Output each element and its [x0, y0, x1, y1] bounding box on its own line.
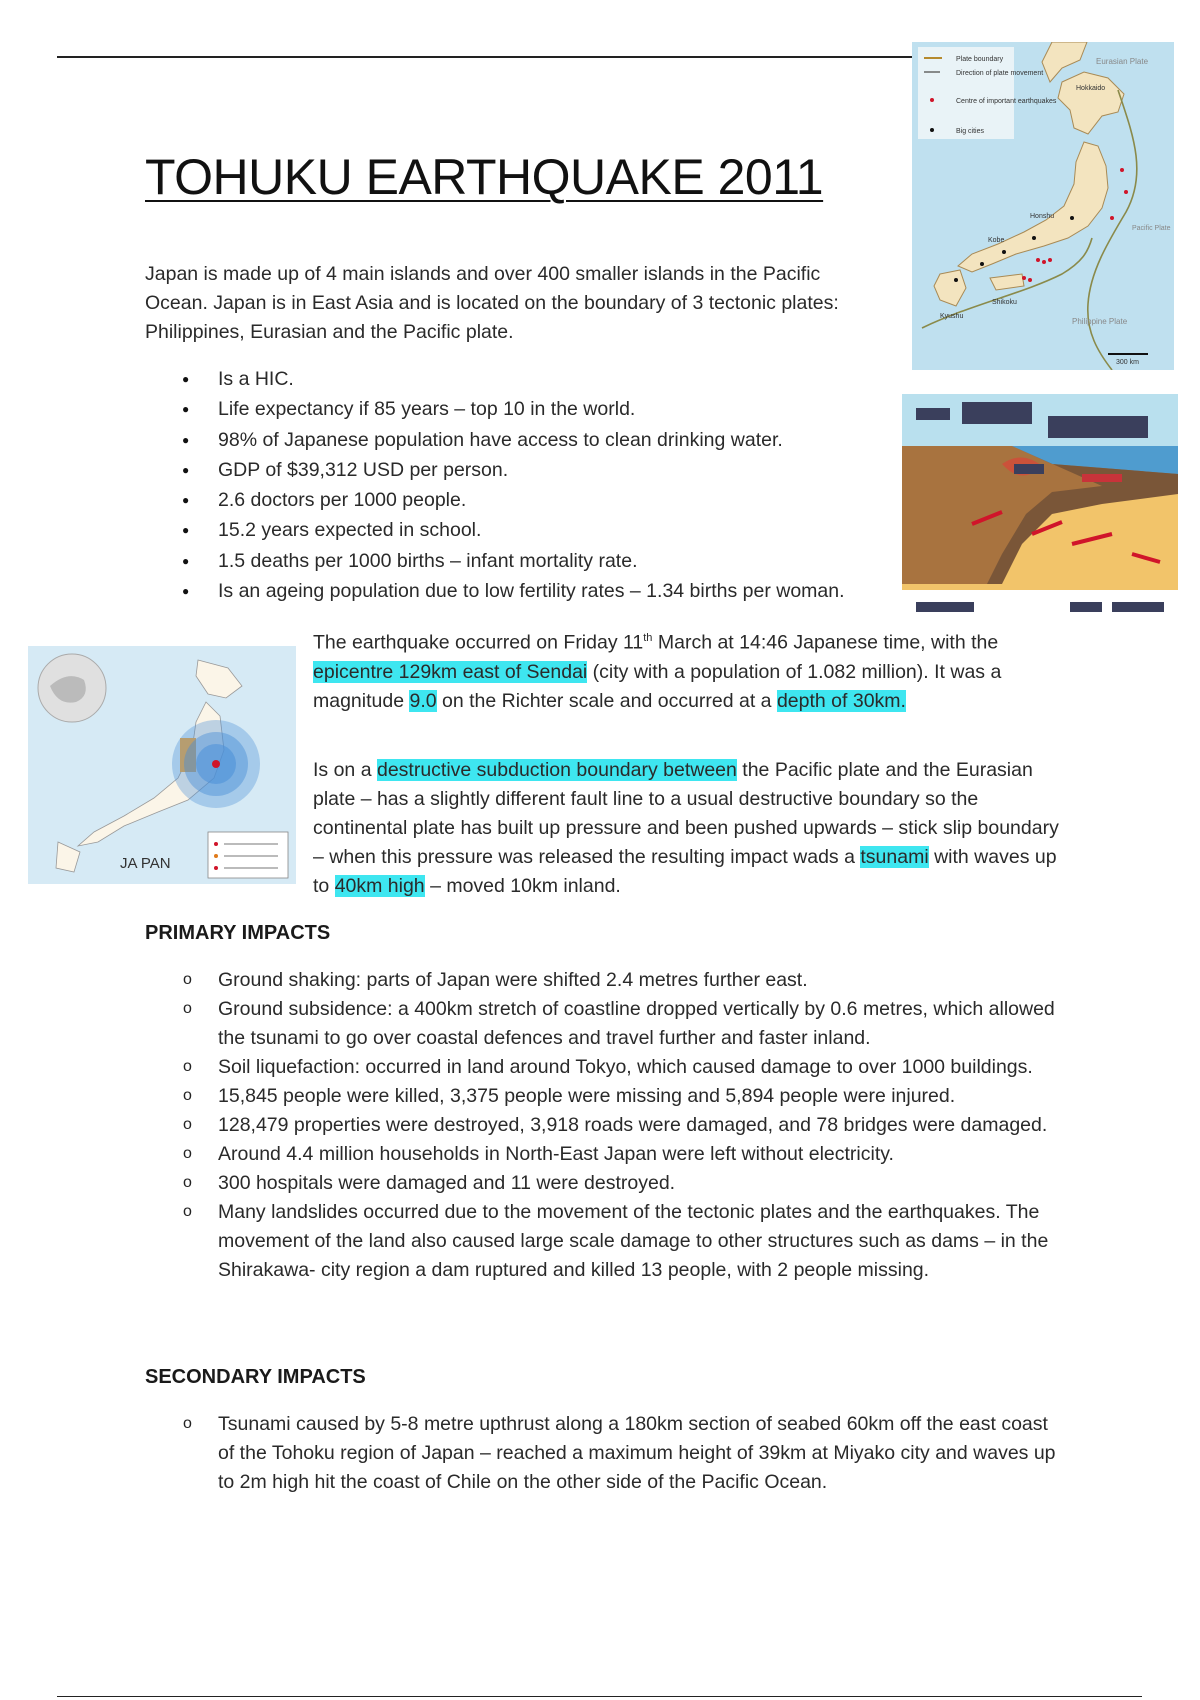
- list-item: ● Life expectancy if 85 years – top 10 in the world.: [218, 394, 898, 424]
- top-rule: [57, 56, 912, 58]
- honshu-label: Honshu: [1030, 213, 1055, 220]
- facts-list: [218, 364, 898, 606]
- list-item: o 300 hospitals were damaged and 11 were destroyed.: [218, 1169, 1058, 1198]
- legend-label: Plate boundary: [956, 56, 1004, 63]
- subduction-diagram: [902, 394, 1178, 624]
- list-item: o Soil liquefaction: occurred in land around Tokyo, which caused damage to over 1000 buildings.: [218, 1053, 1058, 1082]
- highlight: epicentre 129km east of Sendai: [313, 660, 588, 683]
- plate-map-figure: [912, 42, 1174, 370]
- list-item: ● 98% of Japanese population have access to clean drinking water.: [218, 425, 898, 455]
- list-item: ● Is an ageing population due to low fertility rates – 1.34 births per woman.: [218, 576, 898, 606]
- primary-impacts-heading: PRIMARY IMPACTS: [145, 922, 331, 944]
- legend-label: Direction of plate movement: [956, 70, 1044, 77]
- highlight: tsunami: [860, 846, 929, 868]
- highlight: 9.0: [409, 689, 437, 712]
- list-item: ● 2.6 doctors per 1000 people.: [218, 485, 898, 515]
- kobe-label: Kobe: [988, 237, 1005, 244]
- highlight: 40km high: [334, 875, 425, 897]
- list-item: o Ground subsidence: a 400km stretch of coastline dropped vertically by 0.6 metres, which allowed the tsunami to go over coastal defences and travel further and faster inland.: [218, 995, 1058, 1053]
- japan-label: JA PAN: [120, 855, 171, 872]
- legend-label: Centre of important earthquakes: [956, 98, 1057, 105]
- primary-impacts-list: [218, 966, 1058, 1285]
- list-item: o 128,479 properties were destroyed, 3,918 roads were damaged, and 78 bridges were damaged.: [218, 1111, 1058, 1140]
- philippine-label: Philippine Plate: [1072, 317, 1128, 326]
- list-item: o Around 4.4 million households in North-East Japan were left without electricity.: [218, 1140, 1058, 1169]
- list-item: o Tsunami caused by 5-8 metre upthrust along a 180km section of seabed 60km off the east coast of the Tohoku region of Japan – reached a maximum height of 39km at Miyako city and waves up to 2m high hit the coast of Chile on the other side of the Pacific Ocean.: [218, 1410, 1058, 1497]
- hokkaido-label: Hokkaido: [1076, 85, 1106, 92]
- list-item: ● 1.5 deaths per 1000 births – infant mortality rate.: [218, 546, 898, 576]
- legend-label: Big cities: [956, 128, 985, 135]
- list-item: ● 15.2 years expected in school.: [218, 515, 898, 545]
- kyushu-label: Kyushu: [940, 313, 964, 320]
- event-paragraph: The earthquake occurred on Friday 11th March at 14:46 Japanese time, with the epicentre 129km east of Sendai (city with a population of 1.082 million). It was a magnitude 9.0 on the Richter scale and occurred at a depth of 30km.: [313, 631, 1002, 712]
- list-item: o Many landslides occurred due to the movement of the tectonic plates and the earthquakes. The movement of the land also caused large scale damage to other structures such as dams – in the Shirakawa- city region a dam ruptured and killed 13 people, with 2 people missing.: [218, 1198, 1058, 1285]
- secondary-impacts-list: [218, 1410, 1058, 1497]
- bottom-rule: [57, 1696, 1142, 1697]
- page-title: TOHUKU EARTHQUAKE 2011: [145, 149, 824, 205]
- highlight: destructive subduction boundary between: [376, 759, 737, 781]
- list-item: o 15,845 people were killed, 3,375 people were missing and 5,894 people were injured.: [218, 1082, 1058, 1111]
- list-item: ● GDP of $39,312 USD per person.: [218, 455, 898, 485]
- boundary-paragraph: Is on a destructive subduction boundary between the Pacific plate and the Eurasian plate – has a slightly different fault line to a usual destructive boundary so the continental plate has built up pressure and been pushed upwards – stick slip boundary – when this pressure was released the resulting impact wads a tsunami with waves up to 40km high – moved 10km inland.: [313, 759, 1059, 897]
- list-item: ● Is a HIC.: [218, 364, 898, 394]
- scale-label: 300 km: [1116, 359, 1139, 366]
- highlight: depth of 30km.: [776, 689, 906, 712]
- eurasian-label: Eurasian Plate: [1096, 57, 1149, 66]
- japan-map-figure: [28, 646, 296, 884]
- intro-paragraph: Japan is made up of 4 main islands and over 400 smaller islands in the Pacific Ocean. Japan is in East Asia and is located on the boundary of 3 tectonic plates: Philippines, Eurasian and the Pacific plate.: [145, 263, 839, 343]
- pacific-label: Pacific Plate: [1132, 225, 1171, 232]
- list-item: o Ground shaking: parts of Japan were shifted 2.4 metres further east.: [218, 966, 1058, 995]
- shikoku-label: Shikoku: [992, 299, 1017, 306]
- secondary-impacts-heading: SECONDARY IMPACTS: [145, 1366, 366, 1388]
